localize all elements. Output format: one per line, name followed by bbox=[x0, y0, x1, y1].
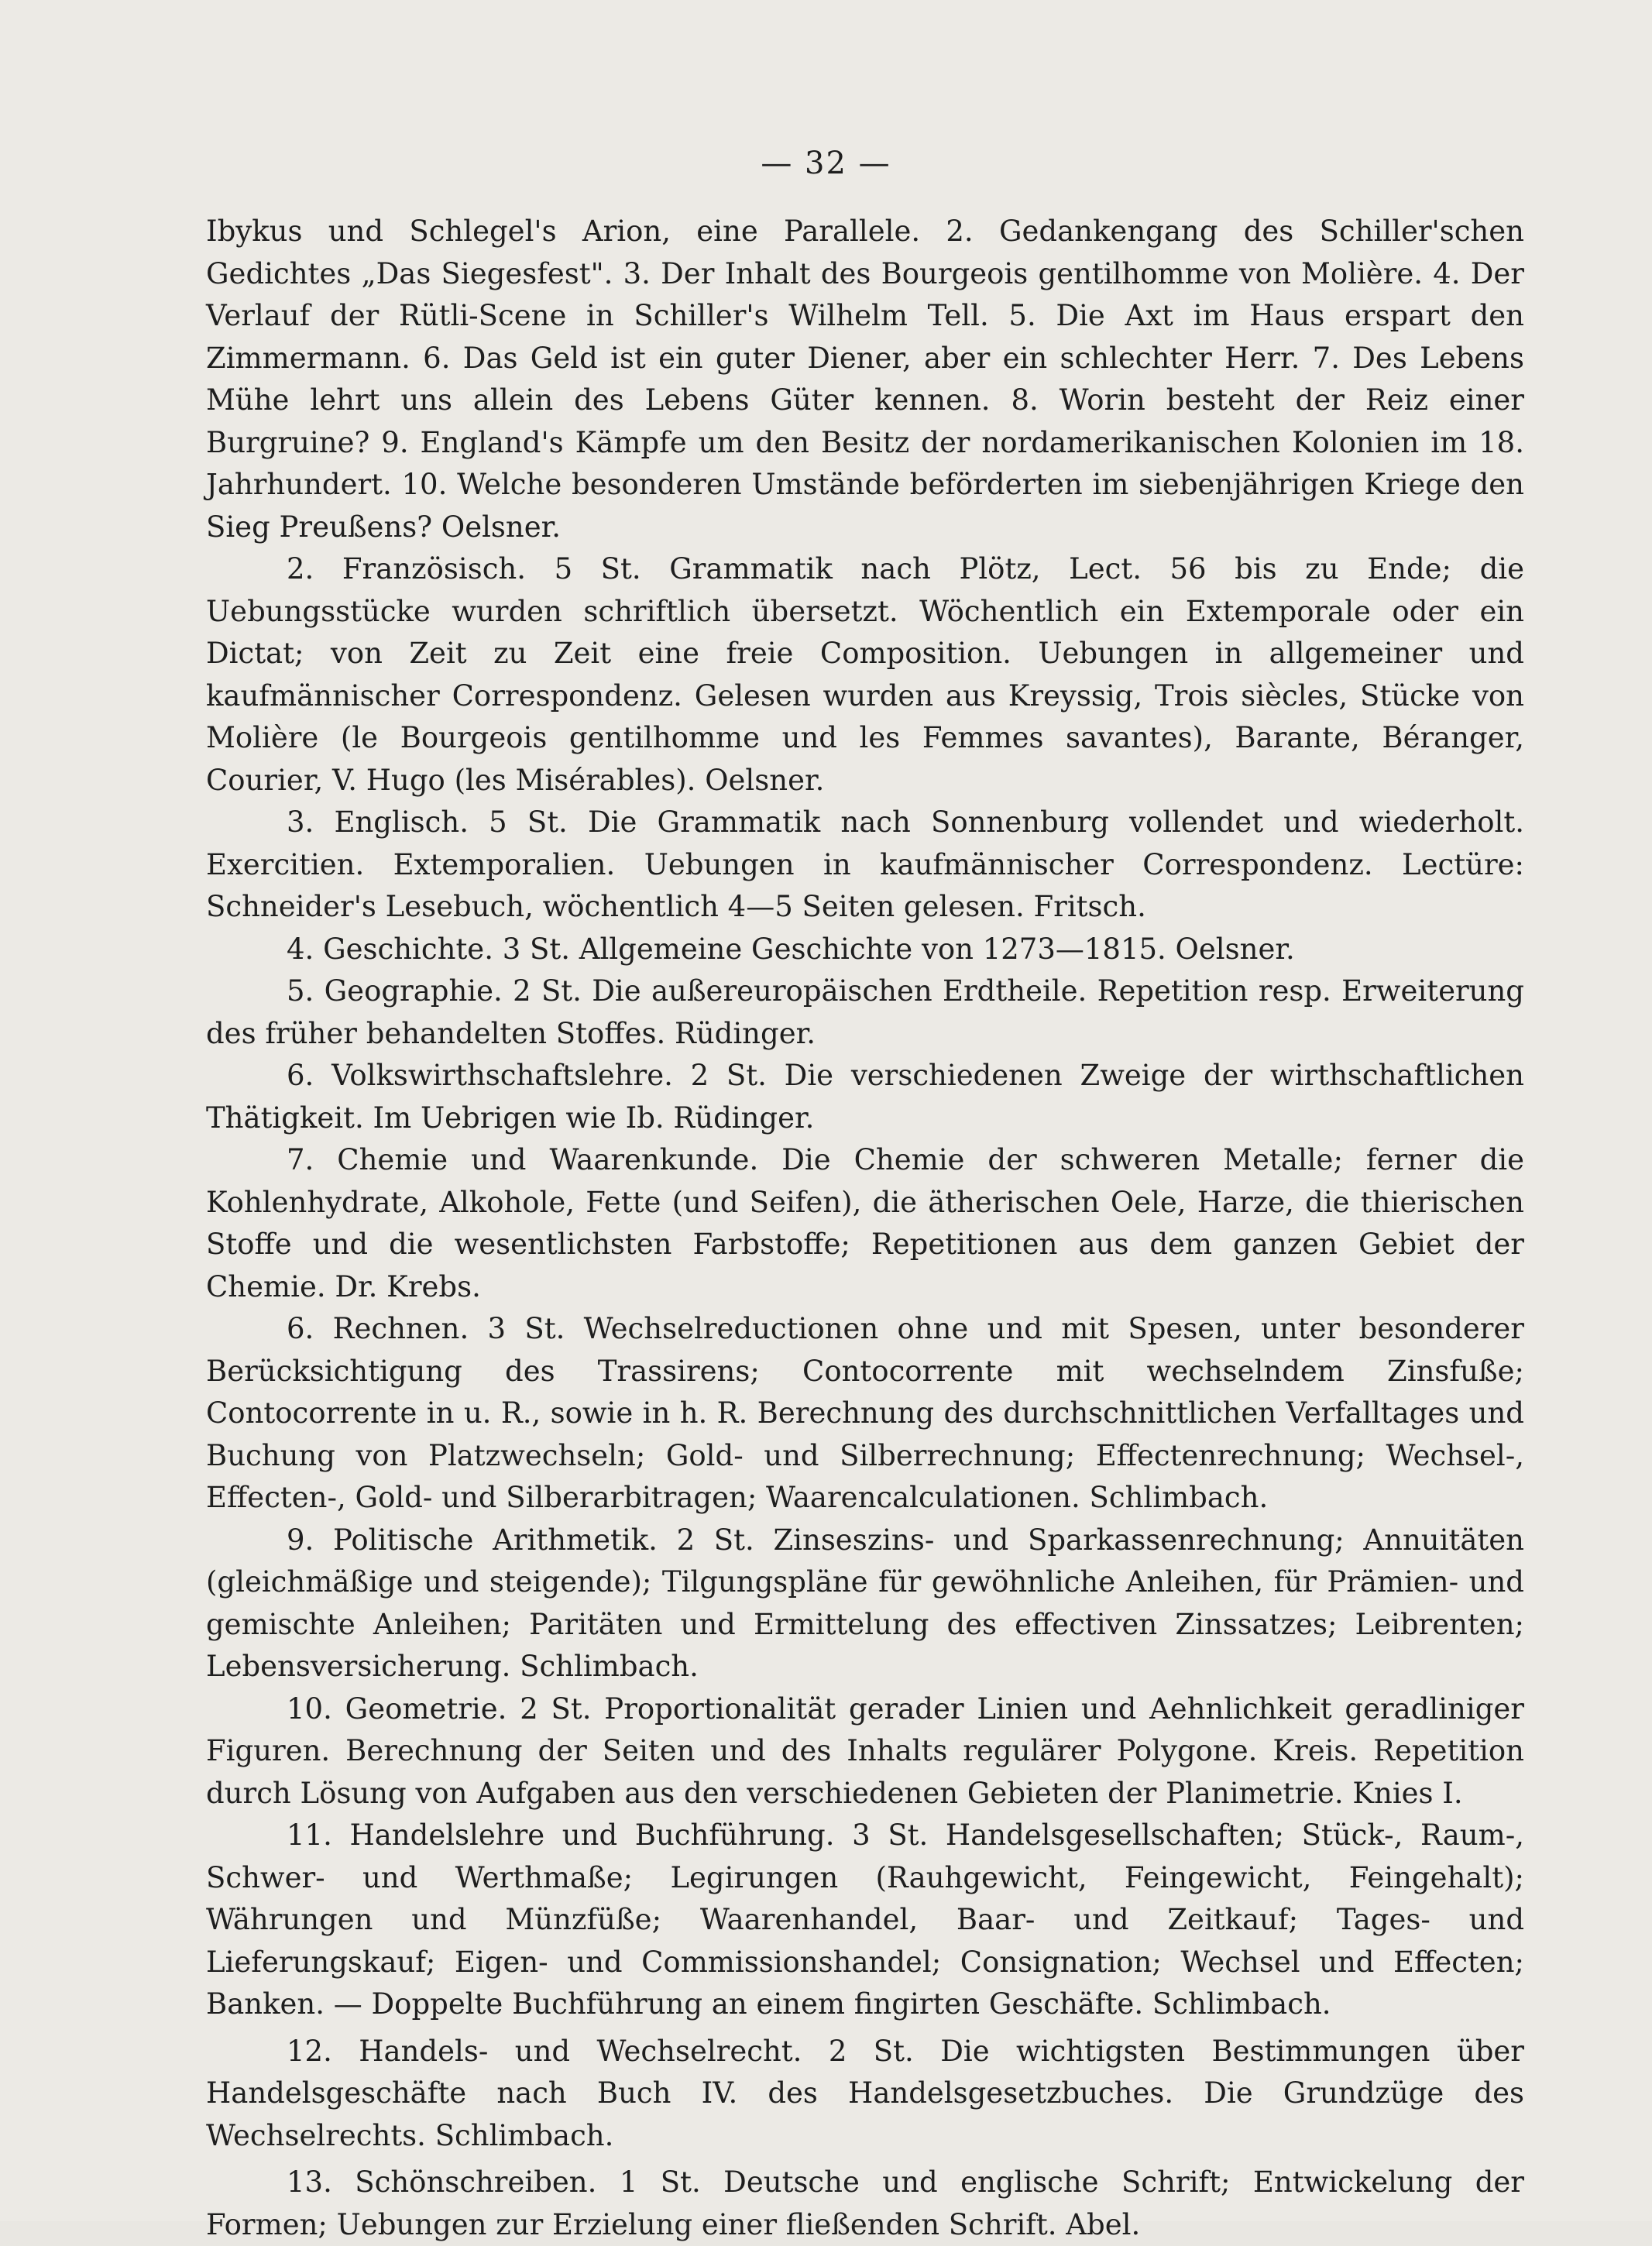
page-number: — 32 — bbox=[761, 146, 891, 181]
paragraph-volkswirthschaftslehre: 6. Volkswirthschaftslehre. 2 St. Die verschiedenen Zweige der wirthschaftlichen Thätigkeit. Im Uebrigen wie Ib. Rüdinger. bbox=[206, 1059, 1524, 1135]
paragraph-geographie: 5. Geographie. 2 St. Die außereuropäischen Erdtheile. Repetition resp. Erweiterung des früher behandelten Stoffes. Rüdinger. bbox=[206, 974, 1524, 1050]
paragraph-handelsrecht: 12. Handels- und Wechselrecht. 2 St. Die wichtigsten Bestimmungen über Handelsgeschäfte nach Buch IV. des Handelsgesetzbuches. Die Grundzüge des Wechselrechts. Schlimbach. bbox=[206, 2034, 1524, 2152]
paragraph-politische-arithmetik: 9. Politische Arithmetik. 2 St. Zinseszins- und Sparkassenrechnung; Annuitäten (gleichmäßige und steigende); Tilgungspläne für gewöhnliche Anleihen, für Prämien- und gemischte Anleihen; Paritäten und Ermittelung des effectiven Zinssatzes; Leibrenten; Lebensversicherung. Schlimbach. bbox=[206, 1523, 1524, 1683]
paragraph-geschichte: 4. Geschichte. 3 St. Allgemeine Geschichte von 1273—1815. Oelsner. bbox=[287, 932, 1295, 966]
body-text bbox=[206, 211, 1524, 2246]
paragraph-chemie: 7. Chemie und Waarenkunde. Die Chemie der schweren Metalle; ferner die Kohlenhydrate, Alkohole, Fette (und Seifen), die ätherischen Oele, Harze, die thierischen Stoffe und die wesentlichsten Farbstoffe; Repetitionen aus dem ganzen Gebiet der Chemie. Dr. Krebs. bbox=[206, 1143, 1524, 1303]
paragraph-franzoesisch: 2. Französisch. 5 St. Grammatik nach Plötz, Lect. 56 bis zu Ende; die Uebungsstücke wurden schriftlich übersetzt. Wöchentlich ein Extemporale oder ein Dictat; von Zeit zu Zeit eine freie Composition. Uebungen in allgemeiner und kaufmännischer Correspondenz. Gelesen wurden aus Kreyssig, Trois siècles, Stücke von Molière (le Bourgeois gentilhomme und les Femmes savantes), Barante, Béranger, Courier, V. Hugo (les Misérables). Oelsner. bbox=[206, 552, 1524, 797]
paragraph-englisch: 3. Englisch. 5 St. Die Grammatik nach Sonnenburg vollendet und wiederholt. Exercitien. Extemporalien. Uebungen in kaufmännischer Correspondenz. Lectüre: Schneider's Lesebuch, wöchentlich 4—5 Seiten gelesen. Fritsch. bbox=[206, 805, 1524, 923]
paragraph-handelslehre: 11. Handelslehre und Buchführung. 3 St. Handelsgesellschaften; Stück-, Raum-, Schwer- und Werthmaße; Legirungen (Rauhgewicht, Feingewicht, Feingehalt); Währungen und Münzfüße; Waarenhandel, Baar- und Zeitkauf; Tages- und Lieferungskauf; Eigen- und Commissionshandel; Consignation; Wechsel und Effecten; Banken. — Doppelte Buchführung an einem fingirten Geschäfte. Schlimbach. bbox=[206, 1818, 1524, 2021]
paragraph-rechnen: 6. Rechnen. 3 St. Wechselreductionen ohne und mit Spesen, unter besonderer Berücksichtigung des Trassirens; Contocorrente mit wechselndem Zinsfuße; Contocorrente in u. R., sowie in h. R. Berechnung des durchschnittlichen Verfalltages und Buchung von Platzwechseln; Gold- und Silberrechnung; Effectenrechnung; Wechsel-, Effecten-, Gold- und Silberarbitragen; Waarencalculationen. Schlimbach. bbox=[206, 1312, 1524, 1514]
paragraph-essay-topics: Ibykus und Schlegel's Arion, eine Parallele. 2. Gedankengang des Schiller'schen Gedichtes „Das Siegesfest". 3. Der Inhalt des Bourgeois gentilhomme von Molière. 4. Der Verlauf der Rütli-Scene in Schiller's Wilhelm Tell. 5. Die Axt im Haus erspart den Zimmermann. 6. Das Geld ist ein guter Diener, aber ein schlechter Herr. 7. Des Lebens Mühe lehrt uns allein des Lebens Güter kennen. 8. Worin besteht der Reiz einer Burgruine? 9. England's Kämpfe um den Besitz der nordamerikanischen Kolonien im 18. Jahrhundert. 10. Welche besonderen Umstände beförderten im siebenjährigen Kriege den Sieg Preußens? Oelsner. bbox=[206, 215, 1524, 544]
paragraph-schoenschreiben: 13. Schönschreiben. 1 St. Deutsche und englische Schrift; Entwickelung der Formen; Uebungen zur Erzielung einer fließenden Schrift. Abel. bbox=[206, 2165, 1524, 2241]
paragraph-geometrie: 10. Geometrie. 2 St. Proportionalität gerader Linien und Aehnlichkeit geradliniger Figuren. Berechnung der Seiten und des Inhalts regulärer Polygone. Kreis. Repetition durch Lösung von Aufgaben aus den verschiedenen Gebieten der Planimetrie. Knies I. bbox=[206, 1691, 1524, 1810]
